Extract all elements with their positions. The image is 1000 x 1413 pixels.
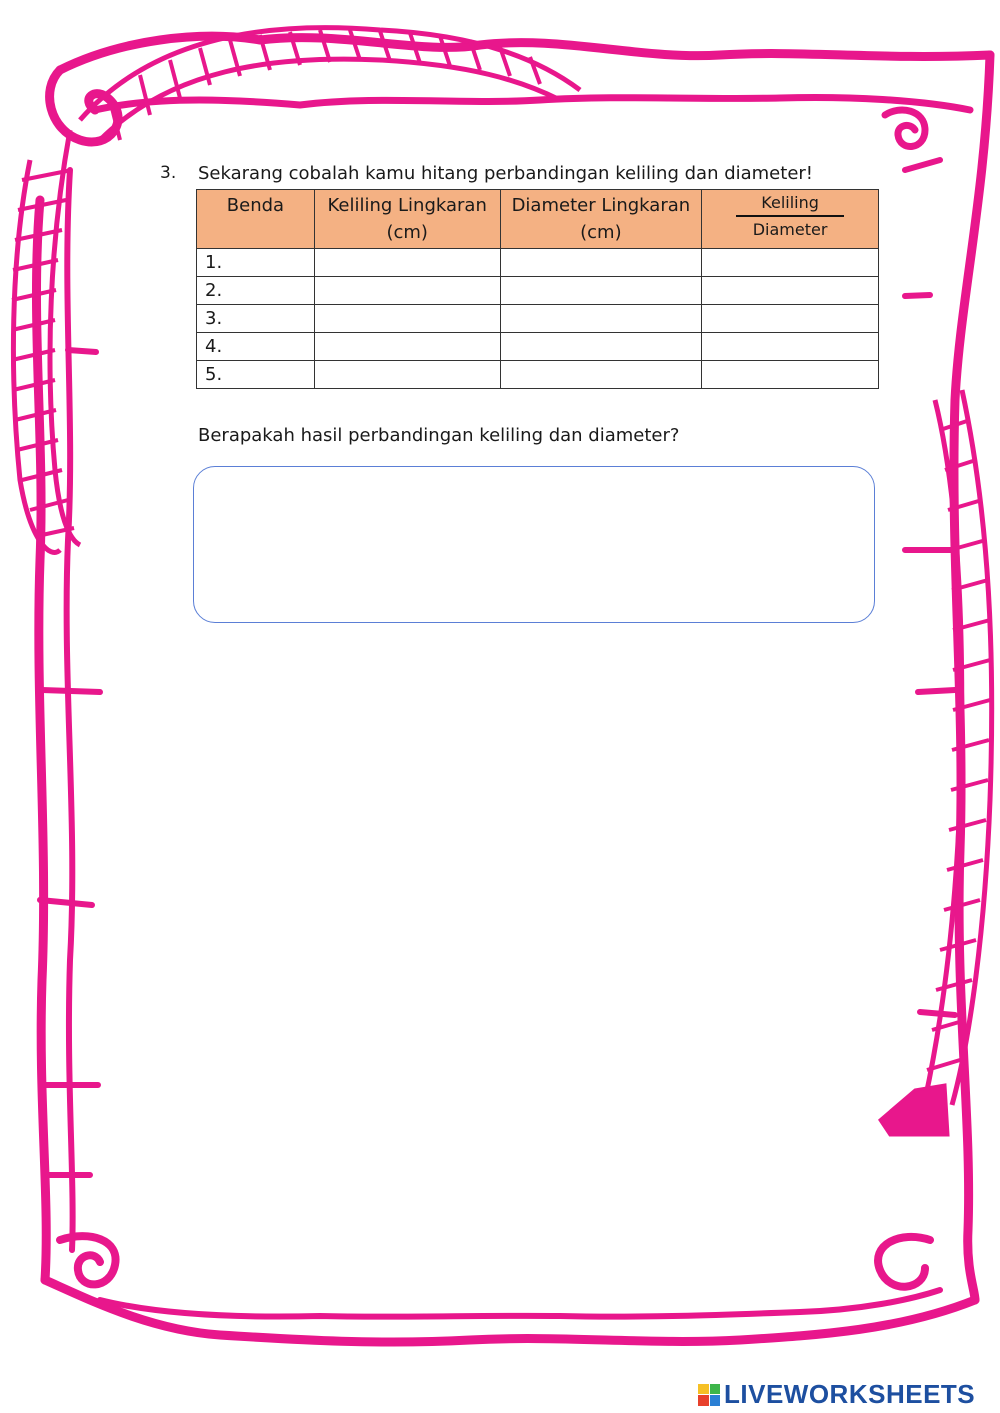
diameter-cell[interactable] — [500, 249, 702, 277]
answer-box[interactable] — [193, 466, 875, 623]
header-diameter: Diameter Lingkaran (cm) — [500, 190, 702, 249]
ratio-cell[interactable] — [702, 361, 879, 389]
keliling-cell[interactable] — [314, 305, 500, 333]
row-number: 4. — [197, 333, 315, 361]
diameter-cell[interactable] — [500, 361, 702, 389]
liveworksheets-logo — [698, 1379, 975, 1410]
ratio-denominator: Diameter — [752, 220, 828, 239]
ratio-cell[interactable] — [702, 249, 879, 277]
ratio-fraction — [736, 192, 844, 241]
diameter-cell[interactable] — [500, 277, 702, 305]
fraction-bar — [736, 215, 844, 217]
table-row — [197, 361, 879, 389]
question-text: Sekarang cobalah kamu hitang perbandingan keliling dan diameter! — [198, 163, 814, 184]
keliling-cell[interactable] — [314, 277, 500, 305]
header-keliling: Keliling Lingkaran (cm) — [314, 190, 500, 249]
table-row — [197, 333, 879, 361]
liveworksheets-logo-icon — [698, 1384, 720, 1406]
table-header-row — [197, 190, 879, 249]
question-number: 3. — [160, 163, 177, 183]
brand-name: LIVEWORKSHEETS — [724, 1379, 976, 1409]
row-number: 1. — [197, 249, 315, 277]
ratio-cell[interactable] — [702, 277, 879, 305]
keliling-cell[interactable] — [314, 333, 500, 361]
keliling-cell[interactable] — [314, 361, 500, 389]
header-ratio — [702, 190, 879, 249]
table-row — [197, 305, 879, 333]
row-number: 2. — [197, 277, 315, 305]
table-row — [197, 249, 879, 277]
ratio-numerator: Keliling — [761, 193, 819, 212]
ratio-cell[interactable] — [702, 333, 879, 361]
header-benda: Benda — [197, 190, 315, 249]
row-number: 5. — [197, 361, 315, 389]
diameter-cell[interactable] — [500, 305, 702, 333]
ratio-cell[interactable] — [702, 305, 879, 333]
diameter-cell[interactable] — [500, 333, 702, 361]
row-number: 3. — [197, 305, 315, 333]
keliling-cell[interactable] — [314, 249, 500, 277]
table-row — [197, 277, 879, 305]
question2-text: Berapakah hasil perbandingan keliling dan diameter? — [198, 425, 680, 446]
ratio-table — [196, 189, 879, 389]
